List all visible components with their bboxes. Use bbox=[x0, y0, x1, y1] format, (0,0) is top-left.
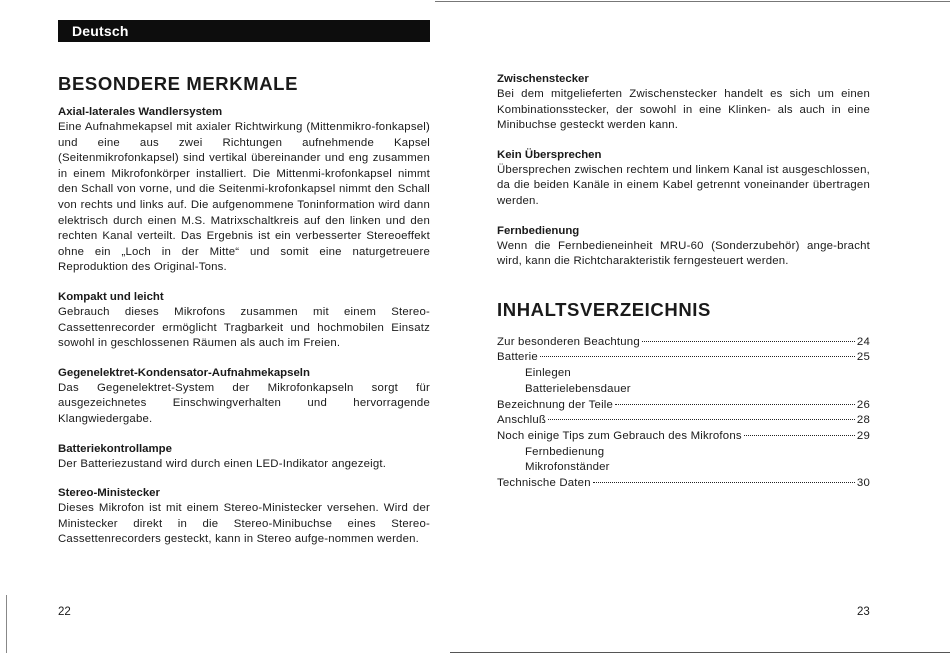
section-heading: Stereo-Ministecker bbox=[58, 487, 160, 500]
toc-entry-label: Bezeichnung der Teile bbox=[497, 398, 614, 411]
right-page bbox=[497, 72, 870, 492]
toc-subentry: Batterielebensdauer bbox=[525, 382, 631, 395]
bottom-edge-rule bbox=[450, 652, 950, 653]
section-text: Der Batteriezustand wird durch einen LED-Indikator angezeigt. bbox=[58, 457, 387, 470]
section-text: Dieses Mikrofon ist mit einem Stereo-Ministecker versehen. Wird der Ministecker direkt in die Stereo-Minibuchse eines Stereo-Cassettenrecorders gesteckt, kann in Stereo aufge-nommen werden. bbox=[58, 502, 430, 546]
section-heading: Kompakt und leicht bbox=[58, 290, 164, 303]
section-heading: Batteriekontrollampe bbox=[58, 442, 172, 455]
toc-leader-dots bbox=[642, 341, 855, 342]
section-text: Wenn die Fernbedieneinheit MRU-60 (Sonderzubehör) ange-bracht wird, kann die Richtcharakteristik ferngesteuert werden. bbox=[497, 239, 870, 268]
left-page bbox=[58, 20, 430, 548]
top-edge-rule bbox=[435, 1, 950, 2]
toc-entry-label: Technische Daten bbox=[497, 477, 591, 490]
toc-leader-dots bbox=[540, 356, 855, 357]
section-heading: Zwischenstecker bbox=[497, 73, 589, 85]
section-kein-uebersprechen bbox=[497, 148, 870, 210]
toc-entry[interactable] bbox=[497, 350, 870, 366]
toc-subentry: Mikrofonständer bbox=[525, 461, 610, 474]
toc-entry-page: 25 bbox=[856, 351, 870, 364]
toc-subentry: Einlegen bbox=[525, 367, 571, 380]
section-text: Gebrauch dieses Mikrofons zusammen mit einem Stereo-Cassettenrecorder ermöglicht Tragbarkeit und hochmobilen Einsatz sowohl in geschlossenen Räumen als auch im Freien. bbox=[58, 305, 430, 350]
toc-subentry: Fernbedienung bbox=[525, 445, 605, 458]
page-title: BESONDERE MERKMALE bbox=[58, 73, 299, 94]
language-label: Deutsch bbox=[58, 20, 430, 42]
left-edge-rule bbox=[6, 595, 7, 653]
toc-title: INHALTSVERZEICHNIS bbox=[497, 298, 711, 320]
toc-entry[interactable] bbox=[497, 398, 870, 414]
section-heading: Fernbedienung bbox=[497, 224, 580, 237]
toc-leader-dots bbox=[548, 419, 855, 420]
toc-entry[interactable] bbox=[497, 476, 870, 492]
toc-entry[interactable] bbox=[497, 413, 870, 429]
section-text: Übersprechen zwischen rechtem und linkem Kanal ist ausgeschlossen, da die beiden Kanäle in einem Kabel getrennt voneinander übertragen werden. bbox=[497, 163, 870, 207]
section-heading: Axial-laterales Wandlersystem bbox=[58, 106, 223, 118]
toc-entry-label: Batterie bbox=[497, 351, 538, 364]
section-kompakt bbox=[58, 290, 430, 352]
table-of-contents bbox=[497, 335, 870, 492]
toc-leader-dots bbox=[615, 404, 855, 405]
page-number-right: 23 bbox=[857, 606, 870, 618]
page-number-left: 22 bbox=[58, 606, 71, 618]
section-stereo-ministecker bbox=[58, 486, 430, 548]
section-text: Das Gegenelektret-System der Mikrofonkapseln sorgt für ausgezeichnetes Einschwingverhalten und hervorragende Klangwiedergabe. bbox=[58, 381, 430, 425]
toc-entry-page: 26 bbox=[856, 398, 870, 411]
section-gegenelektret bbox=[58, 366, 430, 428]
section-axial-wandlersystem bbox=[58, 105, 430, 276]
section-text: Bei dem mitgelieferten Zwischenstecker handelt es sich um einen Kombinationsstecker, der sowohl in eine Klinken- als auch in eine Minibuchse gesteckt werden kann. bbox=[497, 88, 870, 132]
section-zwischenstecker bbox=[497, 72, 870, 134]
toc-entry-label: Noch einige Tips zum Gebrauch des Mikrofons bbox=[497, 429, 742, 442]
section-heading: Gegenelektret-Kondensator-Aufnahmekapseln bbox=[58, 366, 310, 379]
toc-entry[interactable] bbox=[497, 335, 870, 351]
toc-entry-label: Anschluß bbox=[497, 414, 547, 427]
section-heading: Kein Übersprechen bbox=[497, 148, 602, 161]
toc-entry-page: 30 bbox=[856, 477, 870, 490]
toc-entry-page: 29 bbox=[856, 429, 870, 442]
toc-entry-label: Zur besonderen Beachtung bbox=[497, 335, 640, 348]
toc-entry-page: 24 bbox=[856, 335, 870, 348]
section-fernbedienung bbox=[497, 224, 870, 270]
section-batteriekontrollampe bbox=[58, 442, 430, 473]
toc-leader-dots bbox=[593, 482, 855, 483]
section-text: Eine Aufnahmekapsel mit axialer Richtwirkung (Mittenmikro-fonkapsel) und eine aus zwei Richtungen aufnehmende Kapsel (Seitenmikrofonkapsel) sind vertikal übereinander und eng zusammen in einem Mikrofonkörper installiert. Die Mittenmi-krofonkapsel nimmt den Schall von vorne, und die Seitenmi-krofonkapsel nimmt den Schall von rechts und links auf. Die aufgenommene Toninformation wird dann elektrisch durch einen M.S. Matrixschaltkreis auf den linken und den rechten Kanal verteilt. Das Ergebnis ist ein verbesserter Stereoeffekt ohne ein „Loch in der Mitte“ und somit eine naturgetreuere Reproduktion des Original-Tons. bbox=[58, 121, 430, 274]
toc-entry[interactable] bbox=[497, 429, 870, 445]
toc-entry-page: 28 bbox=[856, 414, 870, 427]
toc-leader-dots bbox=[744, 435, 855, 436]
